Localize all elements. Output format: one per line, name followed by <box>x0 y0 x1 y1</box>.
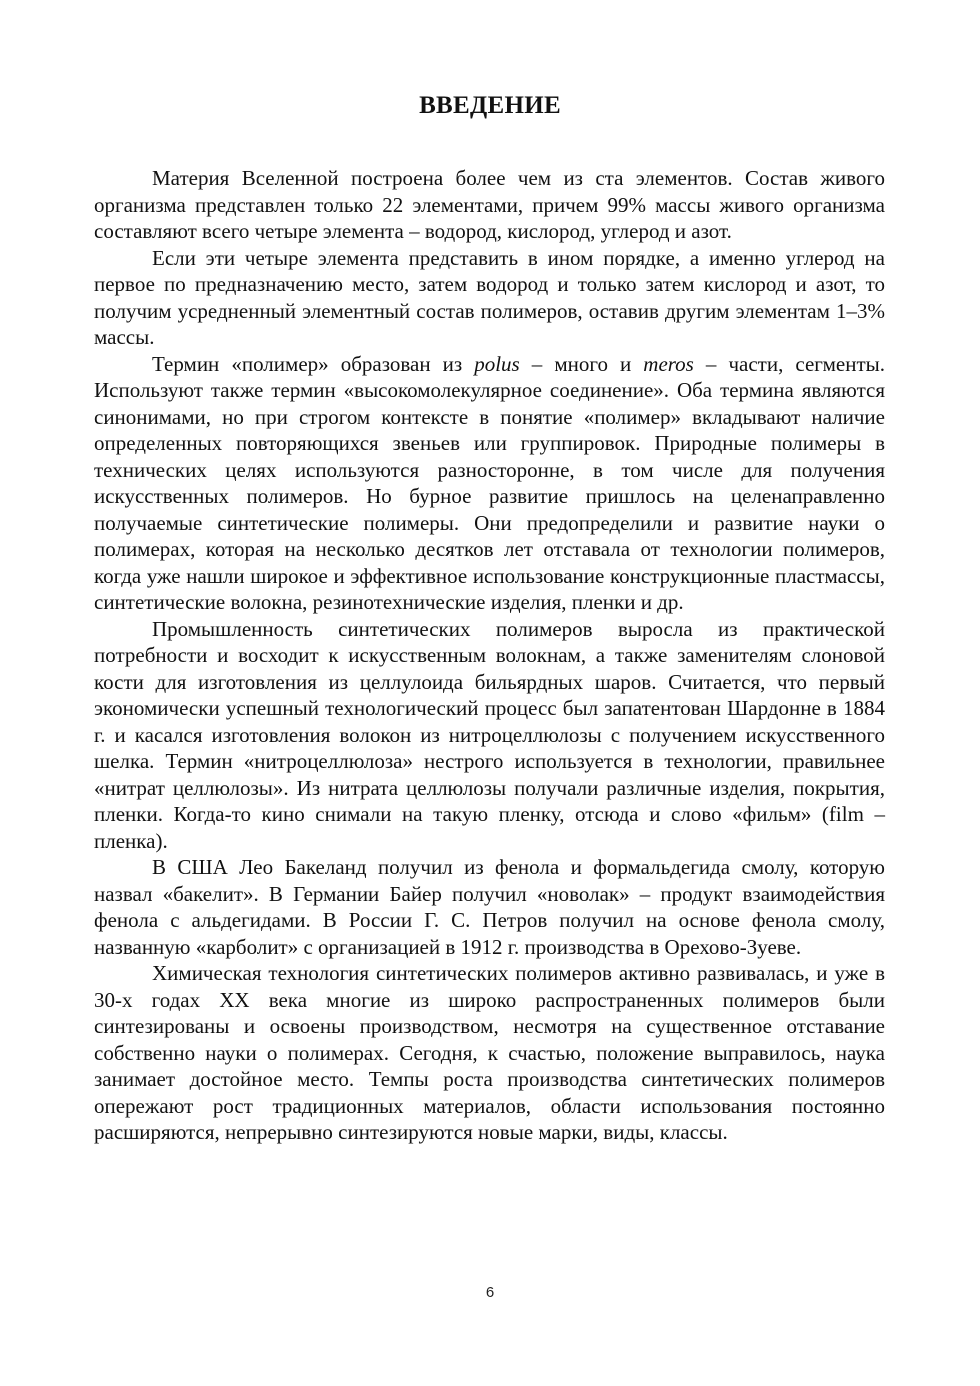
body-text <box>94 165 885 1146</box>
paragraph-1: Материя Вселенной построена более чем из ста элементов. Состав живого организма представлен только 22 элементами, причем 99% массы живого организма составляют всего четыре элемента – водород, кислород, углерод и азот. <box>94 166 885 243</box>
paragraph-5: В США Лео Бакеланд получил из фенола и формальдегида смолу, которую назвал «бакелит». В Германии Байер получил «новолак» – продукт взаимодействия фенола с альдегидами. В России Г. С. Петров получил на основе фенола смолу, названную «карболит» с организацией в 1912 г. производства в Орехово-Зуеве. <box>94 855 885 959</box>
paragraph-3 <box>94 351 885 616</box>
term-meros: meros <box>643 351 694 376</box>
paragraph-3-part-2: – много и <box>519 351 644 376</box>
paragraph-4: Промышленность синтетических полимеров выросла из практической потребности и восходит к искусственным волокнам, а также заменителям слоновой кости для изготовления из целлулоида бильярдных шаров. Считается, что первый экономически успешный технологический процесс был запатентован Шардонне в 1884 г. и касался изготовления волокон из нитроцеллюлозы с получением искусственного шелка. Термин «нитроцеллюлоза» нестрого используется в технологии, правильнее «нитрат целлюлозы». Из нитрата целлюлозы получали различные изделия, покрытия, пленки. Когда-то кино снимали на такую пленку, отсюда и слово «фильм» (film – пленка). <box>94 616 885 853</box>
paragraph-3-part-1: Термин «полимер» образован из <box>152 351 475 376</box>
term-polus: polus <box>474 351 520 376</box>
page-title: ВВЕДЕНИЕ <box>419 92 561 119</box>
page-number: 6 <box>485 1284 495 1301</box>
paragraph-6: Химическая технология синтетических полимеров активно развивалась, и уже в 30-х годах XX века многие из широко распространенных полимеров были синтезированы и освоены производством, несмотря на существенное отставание собственно науки о полимерах. Сегодня, к счастью, положение выправилось, наука занимает достойное место. Темпы роста производства синтетических полимеров опережают рост традиционных материалов, области использования постоянно расширяются, непрерывно синтезируются новые марки, виды, классы. <box>94 961 885 1144</box>
paragraph-3-part-3: – части, сегменты. Используют также термин «высокомолекулярное соединение». Оба термина являются синонимами, но при строгом контексте в понятие «полимер» вкладывают наличие определенных повторяющихся звеньев или группировок. Природные полимеры в технических целях используются разносторонне, в том числе для получения искусственных полимеров. Но бурное развитие пришлось на целенаправленно получаемые синтетические полимеры. Они предопределили и развитие науки о полимерах, которая на несколько десятков лет отставала от технологии полимеров, когда уже нашли широкое и эффективное использование конструкционные пластмассы, синтетические волокна, резинотехнические изделия, пленки и др. <box>94 351 885 614</box>
paragraph-2: Если эти четыре элемента представить в ином порядке, а именно углерод на первое по предназначению место, затем водород и только затем кислород и азот, то получим усредненный элементный состав полимеров, оставив другим элементам 1–3% массы. <box>94 245 885 349</box>
